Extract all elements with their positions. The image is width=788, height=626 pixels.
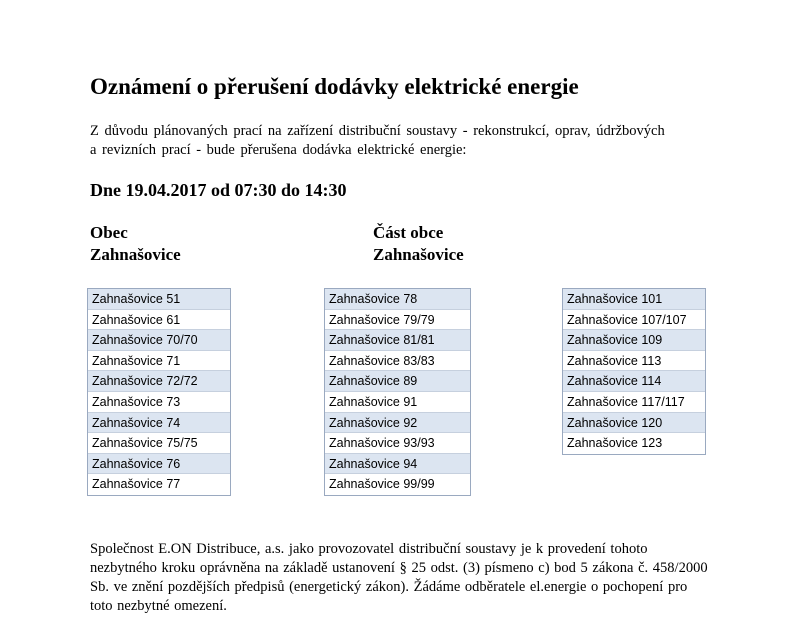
intro-line: Z důvodu plánovaných prací na zařízení distribuční soustavy - rekonstrukcí, oprav, údržbových: [90, 123, 665, 139]
obec-value: Zahnašovice: [90, 245, 181, 264]
address-row: Zahnašovice 109: [563, 330, 705, 351]
footer-line: toto nezbytné omezení.: [90, 598, 227, 614]
address-row: Zahnašovice 83/83: [325, 351, 470, 372]
address-row: Zahnašovice 114: [563, 371, 705, 392]
cast-obce-label: Část obce: [373, 223, 444, 242]
footer-line: Společnost E.ON Distribuce, a.s. jako provozovatel distribuční soustavy je k provedení tohoto: [90, 541, 648, 557]
address-row: Zahnašovice 76: [88, 454, 230, 475]
cast-obce-heading: [373, 222, 464, 266]
address-row: Zahnašovice 81/81: [325, 330, 470, 351]
address-row: Zahnašovice 92: [325, 413, 470, 434]
address-row: Zahnašovice 113: [563, 351, 705, 372]
address-row: Zahnašovice 101: [563, 289, 705, 310]
address-row: Zahnašovice 91: [325, 392, 470, 413]
address-row: Zahnašovice 73: [88, 392, 230, 413]
footer-paragraph: [90, 540, 765, 616]
address-row: Zahnašovice 74: [88, 413, 230, 434]
address-row: Zahnašovice 99/99: [329, 477, 435, 492]
address-row: Zahnašovice 72/72: [88, 371, 230, 392]
intro-paragraph: [90, 122, 730, 160]
address-row: Zahnašovice 107/107: [563, 310, 705, 331]
cast-obce-value: Zahnašovice: [373, 245, 464, 264]
address-row: Zahnašovice 123: [567, 436, 663, 451]
outage-date: Dne 19.04.2017 od 07:30 do 14:30: [90, 180, 347, 200]
address-row: Zahnašovice 77: [92, 477, 181, 492]
address-row: Zahnašovice 93/93: [325, 433, 470, 454]
address-list-column-1: [87, 288, 231, 496]
address-row: Zahnašovice 51: [88, 289, 230, 310]
address-row: Zahnašovice 70/70: [88, 330, 230, 351]
address-row: Zahnašovice 117/117: [563, 392, 705, 413]
obec-label: Obec: [90, 223, 128, 242]
address-row: Zahnašovice 78: [325, 289, 470, 310]
address-row: Zahnašovice 94: [325, 454, 470, 475]
obec-heading: [90, 222, 181, 266]
address-row: Zahnašovice 75/75: [88, 433, 230, 454]
intro-line: a revizních prací - bude přerušena dodávka elektrické energie:: [90, 142, 467, 158]
footer-line: nezbytného kroku oprávněna na základě ustanovení § 25 odst. (3) písmeno c) bod 5 zákona č. 458/2000: [90, 560, 708, 576]
address-row: Zahnašovice 61: [88, 310, 230, 331]
address-row: Zahnašovice 71: [88, 351, 230, 372]
address-row: Zahnašovice 89: [325, 371, 470, 392]
address-list-column-2: [324, 288, 471, 496]
address-list-column-3: [562, 288, 706, 455]
footer-line: Sb. ve znění pozdějších předpisů (energetický zákon). Žádáme odběratele el.energie o pochopení pro: [90, 579, 688, 595]
page-title: Oznámení o přerušení dodávky elektrické energie: [90, 74, 579, 99]
address-row: Zahnašovice 120: [563, 413, 705, 434]
address-row: Zahnašovice 79/79: [325, 310, 470, 331]
